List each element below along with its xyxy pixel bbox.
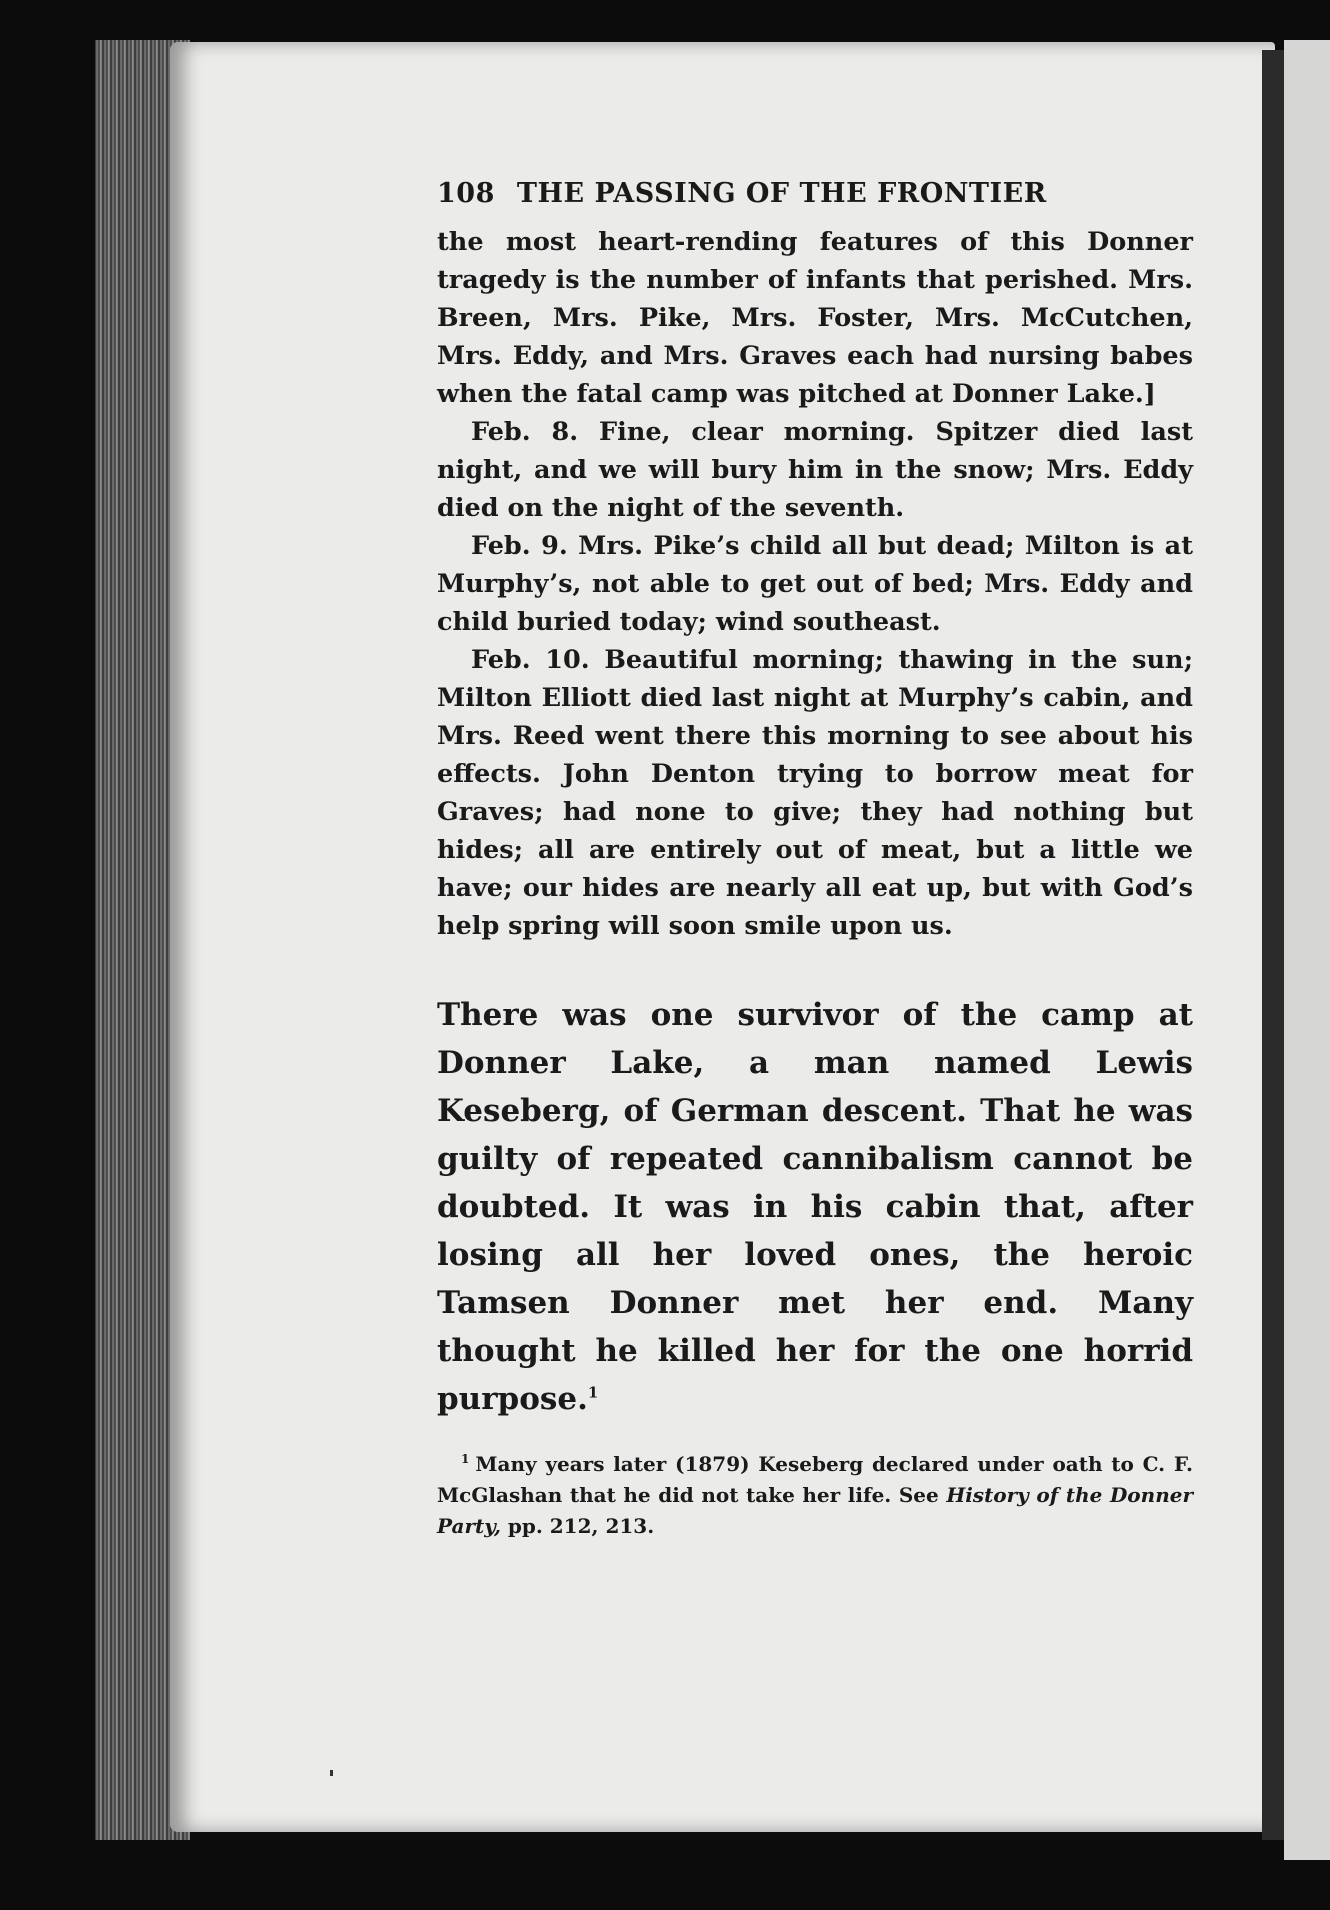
footnote-mark: 1 bbox=[461, 1452, 470, 1467]
footnote-text: Many years later (1879) Keseberg declared under oath to C. F. McGlashan that he did not take her life. See bbox=[437, 1452, 1193, 1507]
running-title: THE PASSING OF THE FRONTIER bbox=[516, 178, 1047, 209]
narrative-text: There was one survivor of the camp at Donner Lake, a man named Lewis Keseberg, of German descent. That he was guilty of repeated cannibalism cannot be doubted. It was in his cabin that, after losing all her loved ones, the heroic Tamsen Donner met her end. Many thought he killed her for the one horrid purpose. bbox=[437, 997, 1193, 1417]
narrative-section bbox=[437, 991, 1193, 1423]
running-head bbox=[437, 178, 1193, 209]
page-number: 108 bbox=[437, 178, 495, 209]
facing-page-gutter bbox=[1262, 50, 1284, 1840]
page-text-block bbox=[437, 178, 1193, 1542]
diary-excerpt bbox=[437, 223, 1193, 945]
diary-entry-feb-8: Feb. 8. Fine, clear morning. Spitzer died last night, and we will bury him in the snow; Mrs. Eddy died on the night of the seventh. bbox=[437, 417, 1193, 523]
diary-entry-feb-9: Feb. 9. Mrs. Pike’s child all but dead; Milton is at Murphy’s, not able to get out of bed; Mrs. Eddy and child buried today; wind southeast. bbox=[437, 531, 1193, 637]
facing-page-edge bbox=[1284, 40, 1330, 1860]
diary-entry-feb-10: Feb. 10. Beautiful morning; thawing in the sun; Milton Elliott died last night at Murphy’s cabin, and Mrs. Reed went there this morning to see about his effects. John Denton trying to borrow meat for Graves; had none to give; they had nothing but hides; all are entirely out of meat, but a little we have; our hides are nearly all eat up, but with God’s help spring will soon smile upon us. bbox=[437, 645, 1193, 941]
footnote bbox=[437, 1449, 1193, 1542]
footnote-paragraph bbox=[437, 1449, 1193, 1542]
narrative-paragraph bbox=[437, 991, 1193, 1423]
footnote-reference: 1 bbox=[587, 1383, 599, 1402]
scan-speck bbox=[330, 1770, 333, 1776]
diary-paragraph-continued: the most heart-rending features of this Donner tragedy is the number of infants that perished. Mrs. Breen, Mrs. Pike, Mrs. Foster, Mrs. McCutchen, Mrs. Eddy, and Mrs. Graves each had nursing babes when the fatal camp was pitched at Donner Lake.] bbox=[437, 227, 1193, 409]
footnote-citation: History of the Donner Party, bbox=[437, 1483, 1193, 1538]
footnote-pages: pp. 212, 213. bbox=[507, 1514, 655, 1538]
